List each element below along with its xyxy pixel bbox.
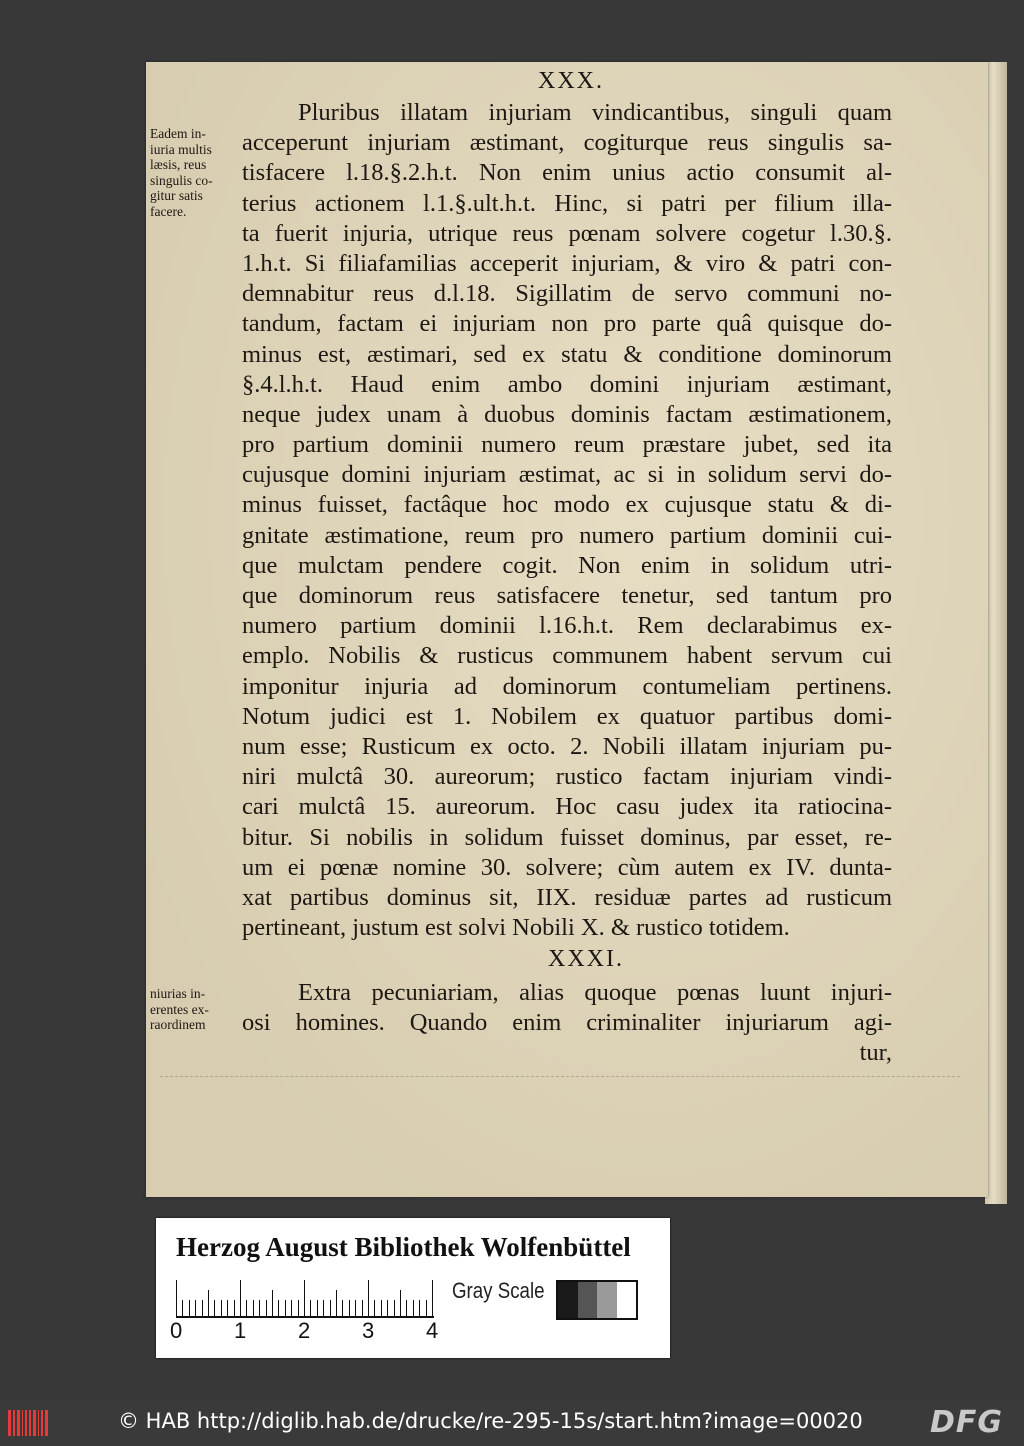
ruler-number: 4 <box>426 1318 439 1343</box>
calibration-card <box>156 1218 670 1358</box>
next-page-edge <box>985 62 1007 1204</box>
text-line: Extra pecuniariam, alias quoque pœnas luunt injuri- <box>298 979 892 1006</box>
section-number-2: XXXI. <box>548 946 624 972</box>
text-line: cari mulctâ 15. aureorum. Hoc casu judex ita ratiocina- <box>242 793 892 821</box>
ruler-tick <box>195 1300 196 1316</box>
ruler-tick <box>189 1300 190 1316</box>
logo-bar <box>29 1410 31 1436</box>
text-line: tisfacere l.18.§.2.h.t. Non enim unius actio consumit al- <box>242 159 892 187</box>
margin-note-line: singulis co- <box>150 172 213 188</box>
institution-name: Herzog August Bibliothek Wolfenbüttel <box>176 1232 631 1262</box>
logo-bar <box>25 1410 28 1436</box>
margin-note-2 <box>150 986 238 1033</box>
margin-note-line: raordinem <box>150 1017 206 1032</box>
text-line: bitur. Si nobilis in solidum fuisset dominus, par esset, re- <box>242 823 892 851</box>
ruler-tick <box>278 1300 279 1316</box>
ruler-tick <box>227 1300 228 1316</box>
text-line: §.4.l.h.t. Haud enim ambo domini injuriam æstimant, <box>242 370 892 398</box>
logo-bar <box>33 1410 36 1436</box>
text-line: pro partium dominii numero reum præstare jubet, sed ita <box>242 431 892 459</box>
text-line: que dominorum reus satisfacere tenetur, sed tantum pro <box>242 582 892 609</box>
text-line: cujusque domini injuriam æstimat, ac si in solidum servi do- <box>242 461 892 489</box>
ruler-tick <box>253 1300 254 1316</box>
text-line: terius actionem l.1.§.ult.h.t. Hinc, si patri per filium illa- <box>242 189 892 217</box>
logo-bar <box>45 1410 48 1436</box>
text-line: tandum, factam ei injuriam non pro parte quâ quisque do- <box>242 310 892 338</box>
ruler-tick <box>272 1290 273 1316</box>
ruler-tick <box>214 1300 215 1316</box>
viewer-footer <box>0 1400 1024 1446</box>
text-line: tur, <box>859 1039 892 1067</box>
text-line: niri mulctâ 30. aureorum; rustico factam injuriam vindi- <box>242 763 892 791</box>
text-line: gnitate æstimatione, reum pro numero partium dominii cui- <box>242 521 892 549</box>
ruler-tick <box>182 1300 183 1316</box>
text-line: minus fuisset, factâque hoc modo ex cujusque statu & di- <box>242 491 892 519</box>
logo-bar <box>41 1410 43 1436</box>
ruler-tick <box>355 1300 356 1316</box>
ruler-tick <box>368 1280 369 1316</box>
ruler-tick <box>208 1290 209 1316</box>
gray-swatch <box>578 1282 598 1318</box>
ruler-tick <box>381 1300 382 1316</box>
hab-logo-icon <box>8 1410 48 1436</box>
margin-note-1 <box>150 126 238 219</box>
copyright-link[interactable]: © HAB http://diglib.hab.de/drucke/re-295-15s/start.htm?image=00020 <box>118 1409 863 1433</box>
ruler-tick <box>406 1300 407 1316</box>
page-bottom-line <box>160 1062 960 1077</box>
text-line: demnabitur reus d.l.18. Sigillatim de servo communi no- <box>242 280 892 308</box>
ruler-tick <box>413 1300 414 1316</box>
text-line: imponitur injuria ad dominorum contumeliam pertinens. <box>242 672 892 700</box>
scale-ruler <box>176 1280 434 1318</box>
ruler-tick <box>259 1300 260 1316</box>
ruler-tick <box>342 1300 343 1316</box>
ruler-tick <box>374 1300 375 1316</box>
ruler-tick <box>176 1280 177 1316</box>
text-line: num esse; Rusticum ex octo. 2. Nobili illatam injuriam pu- <box>242 732 892 760</box>
ruler-tick <box>221 1300 222 1316</box>
ruler-tick <box>234 1300 235 1316</box>
ruler-tick <box>323 1300 324 1316</box>
margin-note-line: erentes ex- <box>150 1001 209 1017</box>
margin-note-line: facere. <box>150 203 187 219</box>
margin-note-line: læsis, reus <box>150 157 207 172</box>
ruler-number: 2 <box>298 1318 311 1343</box>
ruler-tick <box>285 1300 286 1316</box>
ruler-tick <box>298 1300 299 1316</box>
text-line: um ei pœnæ nomine 30. solvere; cùm autem ex IV. dunta- <box>242 853 892 881</box>
text-line: Pluribus illatam injuriam vindicantibus, singuli quam <box>298 99 892 126</box>
text-line: minus est, æstimari, sed ex statu & conditione dominorum <box>242 340 892 368</box>
ruler-tick <box>291 1300 292 1316</box>
logo-bar <box>8 1410 11 1436</box>
logo-bar <box>38 1410 39 1436</box>
logo-bar <box>13 1410 15 1436</box>
ruler-tick <box>240 1280 241 1316</box>
ruler-tick <box>202 1300 203 1316</box>
ruler-tick <box>400 1290 401 1316</box>
ruler-number: 1 <box>234 1318 247 1343</box>
text-line: acceperunt injuriam æstimant, cogiturque reus singulis sa- <box>242 129 892 157</box>
text-line: emplo. Nobilis & rusticus communem habent servum cui <box>242 642 892 670</box>
ruler-tick <box>362 1300 363 1316</box>
ruler-tick <box>266 1300 267 1316</box>
text-line: 1.h.t. Si filiafamilias acceperit injuriam, & viro & patri con- <box>242 249 892 277</box>
ruler-tick <box>304 1280 305 1316</box>
gray-swatch <box>597 1282 617 1318</box>
dfg-logo: DFG <box>930 1405 1004 1440</box>
margin-note-line: Eadem in- <box>150 126 206 141</box>
text-line: neque judex unam à duobus dominis factam æstimationem, <box>242 400 892 428</box>
gray-swatch <box>558 1282 578 1318</box>
text-line: xat partibus dominus sit, IIX. residuæ partes ad rusticum <box>242 883 892 911</box>
ruler-tick <box>317 1300 318 1316</box>
text-line: Notum judici est 1. Nobilem ex quatuor partibus domi- <box>242 702 892 730</box>
logo-bar <box>17 1410 20 1436</box>
text-line: osi homines. Quando enim criminaliter injuriarum agi- <box>242 1009 892 1037</box>
margin-note-line: niurias in- <box>150 986 206 1001</box>
ruler-tick <box>387 1300 388 1316</box>
ruler-tick <box>349 1300 350 1316</box>
ruler-tick <box>246 1300 247 1316</box>
ruler-number: 0 <box>170 1318 183 1343</box>
text-line: numero partium dominii l.16.h.t. Rem declarabimus ex- <box>242 612 892 640</box>
ruler-tick <box>394 1300 395 1316</box>
ruler-tick <box>419 1300 420 1316</box>
text-line: pertineant, justum est solvi Nobili X. & rustico totidem. <box>242 914 790 942</box>
logo-bar <box>22 1410 23 1436</box>
ruler-number: 3 <box>362 1318 375 1343</box>
ruler-tick <box>310 1300 311 1316</box>
gray-swatch <box>617 1282 637 1318</box>
body-text-section-1 <box>242 98 892 943</box>
ruler-tick <box>432 1280 433 1316</box>
section-number: XXX. <box>538 68 604 94</box>
gray-scale-swatches <box>556 1280 638 1320</box>
ruler-tick <box>330 1300 331 1316</box>
ruler-tick <box>426 1300 427 1316</box>
text-line: ta fuerit injuria, utrique reus pœnam solvere cogetur l.30.§. <box>242 219 892 247</box>
margin-note-line: iuria multis <box>150 141 212 157</box>
ruler-tick <box>336 1290 337 1316</box>
margin-note-line: gitur satis <box>150 188 203 203</box>
gray-scale-label: Gray Scale <box>452 1278 545 1303</box>
body-text-section-2 <box>242 978 892 1069</box>
text-line: que mulctam pendere cogit. Non enim in solidum utri- <box>242 551 892 579</box>
